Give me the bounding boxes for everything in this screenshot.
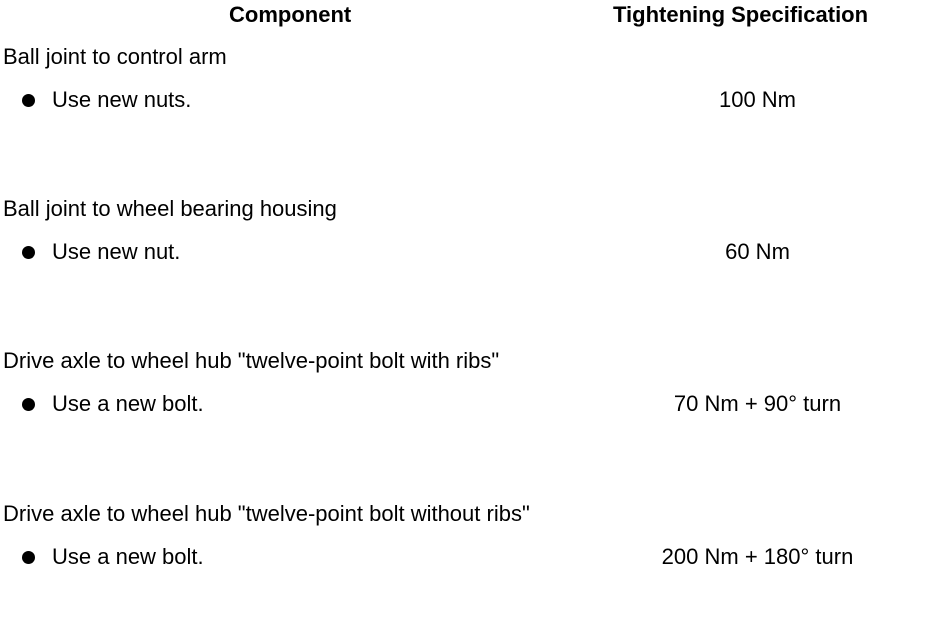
specification-column-header: Tightening Specification bbox=[613, 2, 869, 27]
component-name: Ball joint to control arm bbox=[3, 44, 227, 69]
bullet-icon bbox=[22, 551, 35, 564]
component-name: Ball joint to wheel bearing housing bbox=[3, 196, 337, 221]
note-item bbox=[22, 544, 204, 570]
torque-value: 60 Nm bbox=[725, 239, 790, 264]
spec-row bbox=[0, 44, 928, 174]
spec-row bbox=[0, 501, 928, 631]
note-item bbox=[22, 239, 180, 265]
torque-value: 100 Nm bbox=[718, 87, 797, 112]
note-text: Use a new bolt. bbox=[52, 544, 204, 569]
component-name: Drive axle to wheel hub "twelve-point bolt without ribs" bbox=[3, 501, 530, 526]
note-text: Use new nut. bbox=[52, 239, 181, 264]
note-text: Use a new bolt. bbox=[52, 391, 204, 416]
component-column-header: Component bbox=[229, 2, 352, 27]
note-item bbox=[22, 87, 191, 113]
spec-row bbox=[0, 348, 928, 478]
torque-value: 200 Nm + 180° turn bbox=[661, 544, 854, 569]
component-name: Drive axle to wheel hub "twelve-point bolt with ribs" bbox=[3, 348, 500, 373]
note-item bbox=[22, 391, 204, 417]
note-text: Use new nuts. bbox=[52, 87, 192, 112]
torque-value: 70 Nm + 90° turn bbox=[673, 391, 842, 416]
bullet-icon bbox=[22, 94, 35, 107]
bullet-icon bbox=[22, 398, 35, 411]
bullet-icon bbox=[22, 246, 35, 259]
spec-row bbox=[0, 196, 928, 326]
